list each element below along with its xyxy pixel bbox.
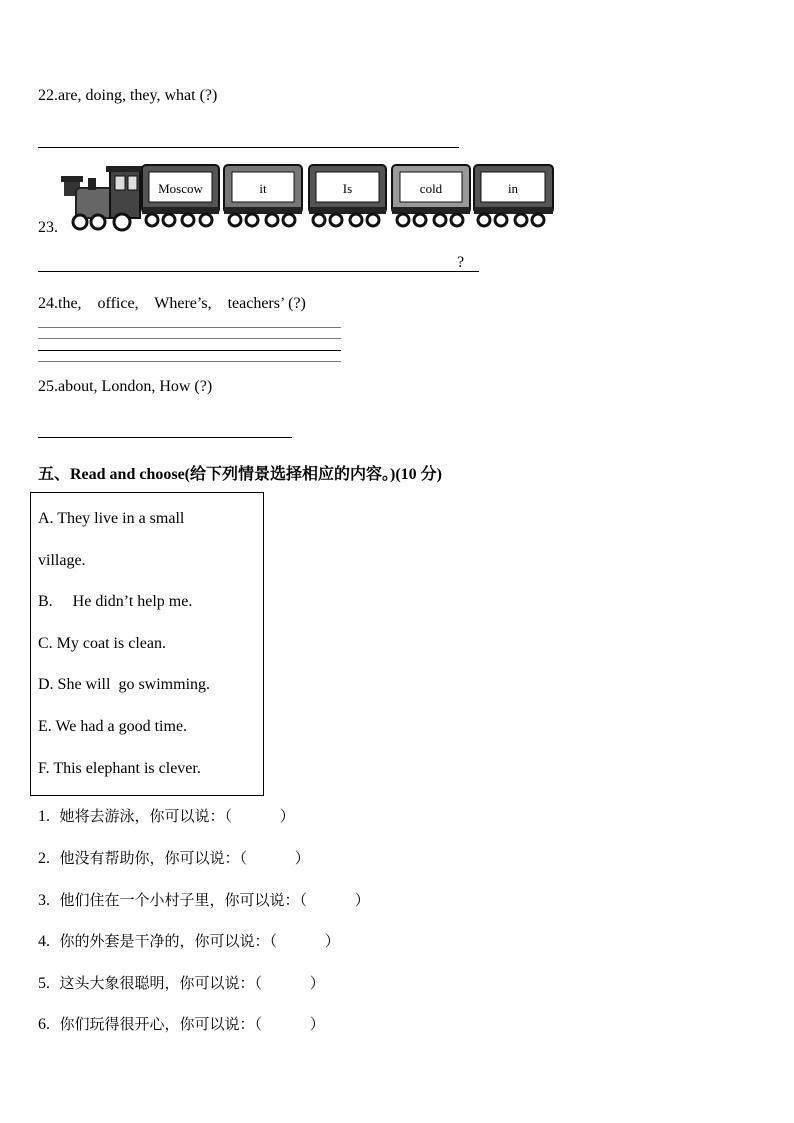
writing-line-1[interactable] <box>38 327 341 328</box>
item-number: 1. <box>38 808 50 825</box>
train-word-cold: cold <box>419 181 443 196</box>
question-words: are, doing, they, what (?) <box>58 87 218 104</box>
list-item <box>38 889 370 910</box>
item-text: 他们住在一个小村子里，你可以说：（ ） <box>59 891 370 909</box>
option-a-line2: village. <box>38 552 86 569</box>
item-text: 这头大象很聪明，你可以说：（ ） <box>59 974 325 992</box>
train-illustration <box>60 160 560 235</box>
question-23-number: 23. <box>38 219 58 236</box>
train-word-is: Is <box>342 181 353 196</box>
question-25 <box>38 378 212 396</box>
list-item <box>38 930 340 951</box>
item-number: 6. <box>38 1016 50 1033</box>
item-text: 他没有帮助你，你可以说：（ ） <box>59 849 310 867</box>
question-22 <box>38 87 217 105</box>
option-c: C. My coat is clean. <box>38 635 166 652</box>
option-e: E. We had a good time. <box>38 718 188 735</box>
question-words: the, office, Where’s, teachers’ (?) <box>58 295 306 312</box>
option-f: F. This elephant is clever. <box>38 760 201 777</box>
writing-line-3[interactable] <box>38 350 341 351</box>
option-d: D. She will go swimming. <box>38 676 211 693</box>
train-word-in: in <box>507 181 519 196</box>
item-text: 你的外套是干净的，你可以说：（ ） <box>59 932 340 950</box>
item-number: 2. <box>38 850 50 867</box>
train-word-it: it <box>259 181 267 196</box>
question-number: 24. <box>38 295 58 312</box>
item-text: 她将去游泳，你可以说：（ ） <box>59 807 295 825</box>
writing-line-2[interactable] <box>38 338 341 339</box>
answer-line-25[interactable] <box>38 437 292 438</box>
item-number: 5. <box>38 975 50 992</box>
train-word-moscow: Moscow <box>158 181 203 196</box>
question-number: 25. <box>38 378 58 395</box>
question-words: about, London, How (?) <box>58 378 213 395</box>
list-item <box>38 972 325 993</box>
item-number: 3. <box>38 892 50 909</box>
list-item <box>38 847 310 868</box>
list-item <box>38 805 295 826</box>
option-b: B. He didn’t help me. <box>38 593 193 610</box>
question-mark: ? <box>457 254 465 271</box>
answer-line-22[interactable] <box>38 147 459 148</box>
question-number: 22. <box>38 87 58 104</box>
options-box <box>30 492 264 796</box>
section-title: 五、Read and choose(给下列情景选择相应的内容。)(10 分) <box>38 466 442 483</box>
answer-line-23[interactable] <box>38 271 479 272</box>
writing-line-4[interactable] <box>38 361 341 362</box>
item-text: 你们玩得很开心，你可以说：（ ） <box>59 1015 325 1033</box>
list-item <box>38 1013 325 1034</box>
question-24 <box>38 295 306 313</box>
option-a-line1: A. They live in a small <box>38 510 185 527</box>
item-number: 4. <box>38 933 50 950</box>
locomotive-icon <box>61 166 144 230</box>
